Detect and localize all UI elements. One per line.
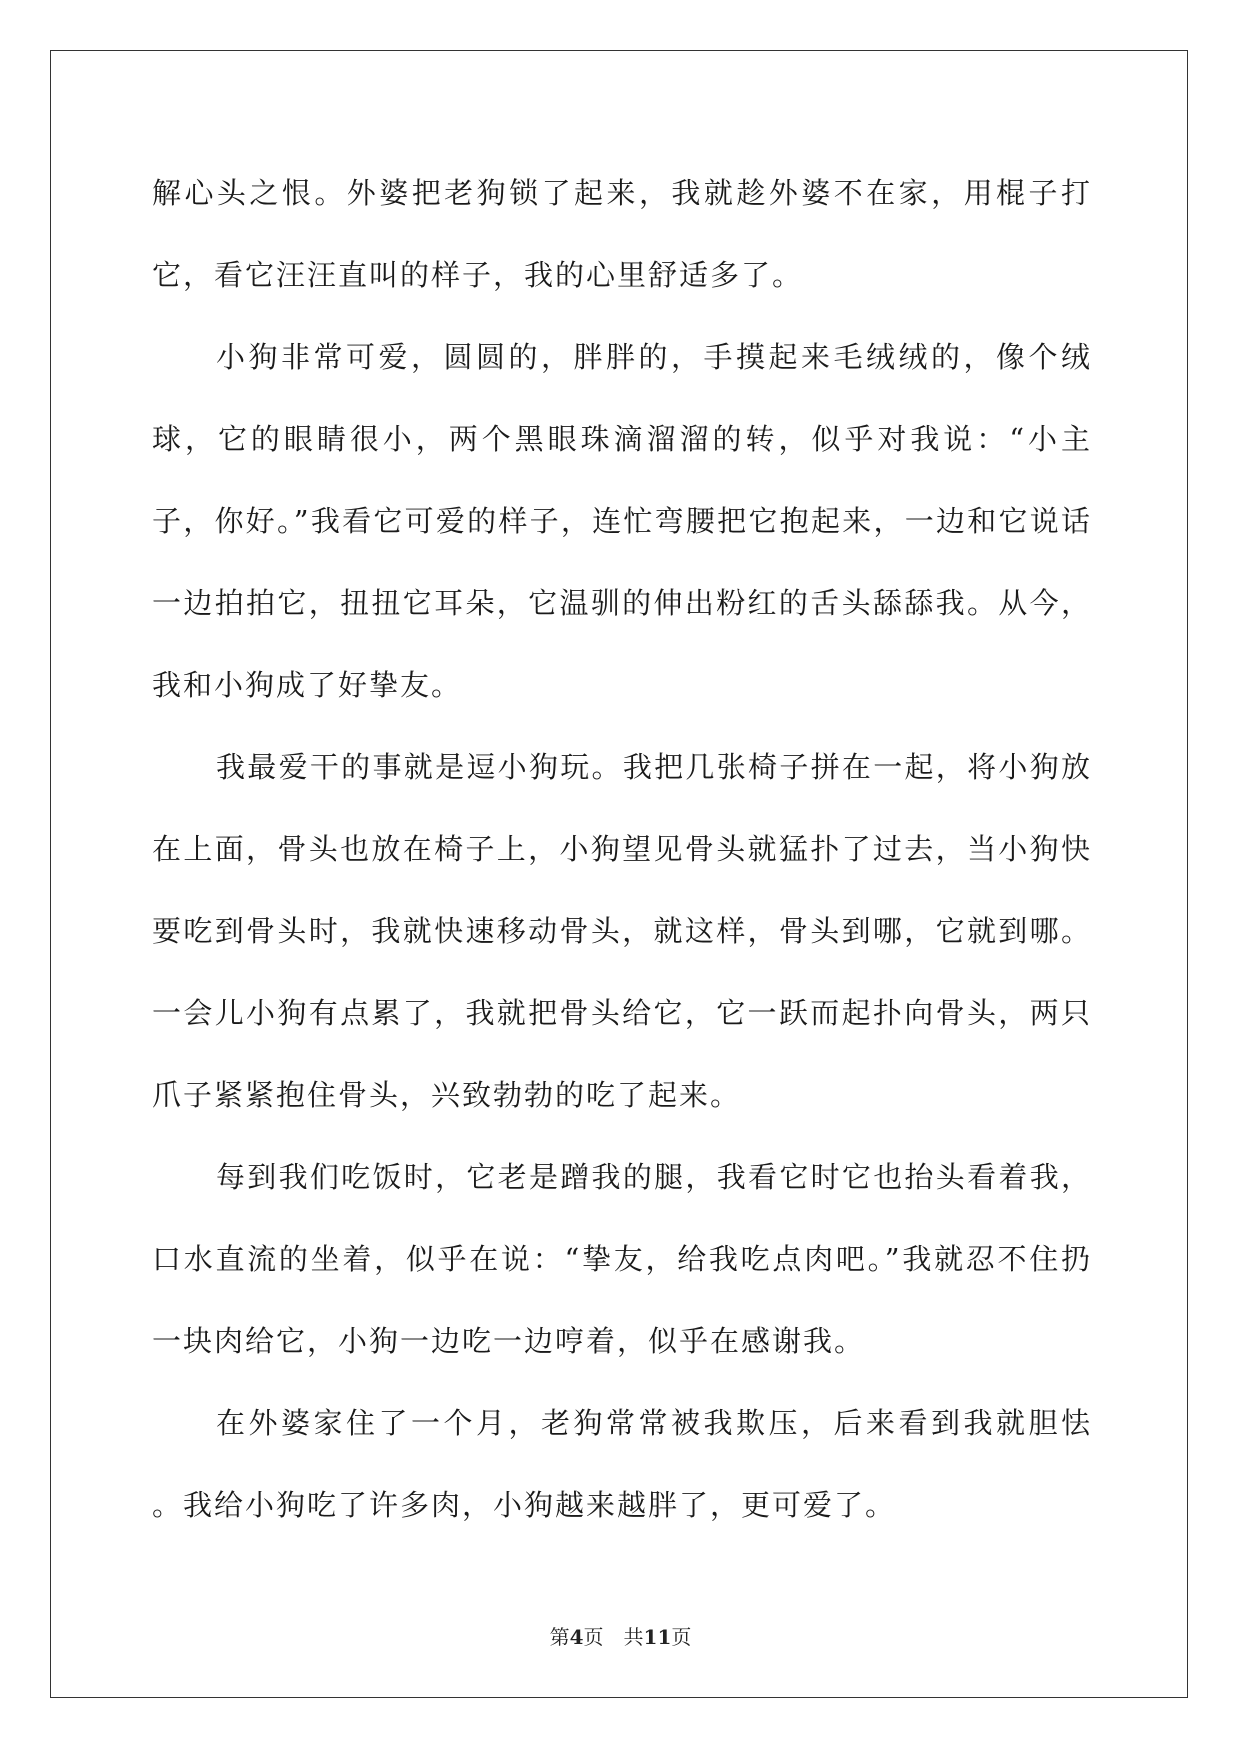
total-prefix: 共	[623, 1625, 644, 1649]
paragraph-2: 小狗非常可爱，圆圆的，胖胖的，手摸起来毛绒绒的，像个绒球，它的眼睛很小，两个黑眼珠滴溜溜的转，似乎对我说：“小主子，你好。”我看它可爱的样子，连忙弯腰把它抱起来，一边和它说话一边拍拍它，扭扭它耳朵，它温驯的伸出粉红的舌头舔舔我。从今，我和小狗成了好挚友。	[152, 340, 1092, 702]
paragraph-4: 每到我们吃饭时，它老是蹭我的腿，我看它时它也抬头看着我，口水直流的坐着，似乎在说：“挚友，给我吃点肉吧。”我就忍不住扔一块肉给它，小狗一边吃一边哼着，似乎在感谢我。	[152, 1160, 1092, 1358]
paragraph-3: 我最爱干的事就是逗小狗玩。我把几张椅子拼在一起，将小狗放在上面，骨头也放在椅子上，小狗望见骨头就猛扑了过去，当小狗快要吃到骨头时，我就快速移动骨头，就这样，骨头到哪，它就到哪。一会儿小狗有点累了，我就把骨头给它，它一跃而起扑向骨头，两只爪子紧紧抱住骨头，兴致勃勃的吃了起来。	[152, 750, 1092, 1112]
page-prefix: 第	[549, 1625, 570, 1649]
document-body	[152, 152, 1092, 1546]
total-suffix: 页	[671, 1625, 692, 1649]
paragraph-5: 在外婆家住了一个月，老狗常常被我欺压，后来看到我就胆怯 。我给小狗吃了许多肉，小狗越来越胖了，更可爱了。	[152, 1406, 1092, 1522]
page-footer	[0, 1621, 1241, 1650]
total-pages: 11	[643, 1625, 672, 1649]
paragraph-1: 解心头之恨。外婆把老狗锁了起来，我就趁外婆不在家，用棍子打它，看它汪汪直叫的样子，我的心里舒适多了。	[152, 176, 1092, 292]
page-number: 4	[569, 1625, 584, 1649]
page-suffix: 页	[583, 1625, 604, 1649]
